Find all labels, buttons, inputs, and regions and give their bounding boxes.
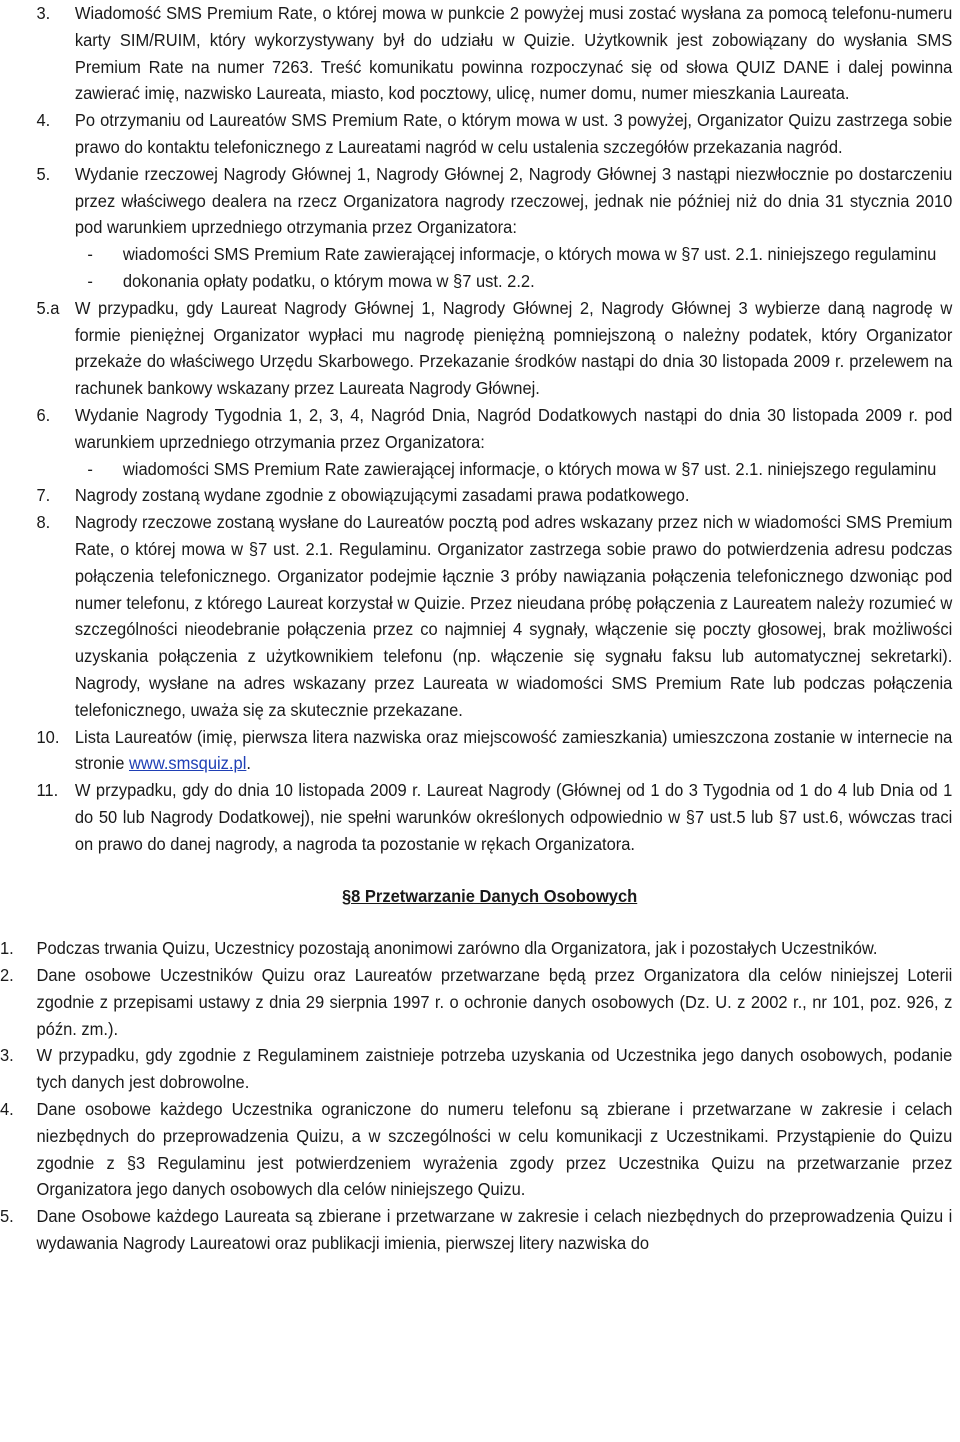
- clause-text: Dane Osobowe każdego Laureata są zbierane i przetwarzane w zakresie i celach niezbędnych do przeprowadzenia Quizu i wydawania Nagrody Laureatowi oraz publikacji imienia, pierwszej litery nazwiska do: [36, 1206, 953, 1254]
- data-clause-2: [0, 962, 952, 1042]
- clause-number: 5.a: [36, 297, 60, 318]
- clause-text: Nagrody rzeczowe zostaną wysłane do Laureatów pocztą pod adres wskazany przez nich w wiadomości SMS Premium Rate, o której mowa w §7 ust. 2.1. Regulaminu. Organizator zastrzega sobie prawo do potwierdzenia adresu podczas połączenia telefonicznego. Organizator podejmie łącznie 3 próby nawiązania połączenia telefonicznego dzwoniąc pod numer telefonu, z którego Laureat korzystał w Quizie. Przez nieudana próbę połączenia z Laureatem należy rozumieć w szczególności nieodebranie połączenia przez co najmniej 4 sygnały, włączenie się poczty głosowej, brak możliwości uzyskania połączenia z użytkownikiem telefonu (np. włączenie się sygnału faksu lub automatycznej sekretarki). Nagrody, wysłane na adres wskazany przez Laureata w wiadomości SMS Premium Rate lub podczas połączenia telefonicznego, uważa się za skutecznie przekazane.: [74, 512, 953, 720]
- sub-item-text: dokonania opłaty podatku, o którym mowa w §7 ust. 2.2.: [122, 270, 535, 291]
- clause-text: W przypadku, gdy do dnia 10 listopada 2009 r. Laureat Nagrody (Głównej od 1 do 3 Tygodnia od 1 do 4 lub Dnia od 1 do 50 lub Nagrody Dodatkowej), nie spełni warunków określonych odpowiednio w §7 ust.5 lub §7 ust.6, wówczas traci on prawo do danej nagrody, a nagroda ta pozostanie w rękach Organizatora.: [74, 780, 953, 854]
- data-clause-5: [0, 1203, 952, 1257]
- clause-text: Dane osobowe każdego Uczestnika ograniczone do numeru telefonu są zbierane i przetwarzane w zakresie i celach niezbędnych do przeprowadzenia Quizu, a w szczególności w celu komunikacji z Uczestnikami. Przystąpienie do Quizu zgodnie z §3 Regulaminu jest potwierdzeniem wyrażenia zgody przez Uczestnika Quizu na przetwarzanie przez Organizatora jego danych osobowych dla celów niniejszego Quizu.: [36, 1099, 953, 1200]
- clause-number: 3.: [0, 1045, 14, 1066]
- dash-marker: -: [87, 458, 93, 479]
- clause-text-end: .: [246, 753, 251, 774]
- sub-item: [75, 456, 952, 483]
- clause-number: 11.: [36, 780, 59, 801]
- smsquiz-link[interactable]: www.smsquiz.pl: [129, 753, 247, 774]
- clause-number: 8.: [36, 512, 51, 533]
- data-clause-1: [0, 935, 952, 962]
- sub-item: [75, 241, 952, 268]
- clause-3: [0, 0, 952, 107]
- clause-text: Dane osobowe Uczestników Quizu oraz Laureatów przetwarzane będą przez Organizatora dla celów niniejszej Loterii zgodnie z przepisami ustawy z dnia 29 sierpnia 1997 r. o ochronie danych osobowych (Dz. U. z 2002 r., nr 101, poz. 926, z późn. zm.).: [36, 965, 953, 1039]
- clause-number: 2.: [0, 965, 14, 986]
- clause-8: [0, 509, 952, 723]
- clause-text: Wydanie rzeczowej Nagrody Głównej 1, Nagrody Głównej 2, Nagrody Głównej 3 nastąpi niezwłocznie po dostarczeniu przez właściwego dealera na rzecz Organizatora nagrody rzeczowej, jednak nie później niż do dnia 31 stycznia 2010 pod warunkiem uprzedniego otrzymania przez Organizatora:: [74, 163, 953, 238]
- clause-text: Podczas trwania Quizu, Uczestnicy pozostają anonimowi zarówno dla Organizatora, jak i pozostałych Uczestników.: [36, 938, 878, 959]
- data-clause-4: [0, 1096, 952, 1203]
- personal-data-section: [0, 935, 952, 1257]
- clause-text: Po otrzymaniu od Laureatów SMS Premium Rate, o którym mowa w ust. 3 powyżej, Organizator Quizu zastrzega sobie prawo do kontaktu telefonicznego z Laureatami nagród w celu ustalenia szczegółów przekazania nagród.: [74, 110, 953, 157]
- clause-number: 4.: [0, 1099, 14, 1120]
- clause-7: [0, 482, 952, 509]
- section-heading: §8 Przetwarzanie Danych Osobowych: [341, 885, 638, 906]
- clause-text: W przypadku, gdy zgodnie z Regulaminem zaistnieje potrzeba uzyskania od Uczestnika jego danych osobowych, podanie tych danych jest dobrowolne.: [36, 1045, 953, 1093]
- dash-marker: -: [87, 244, 93, 265]
- clause-text: Nagrody zostaną wydane zgodnie z obowiązującymi zasadami prawa podatkowego.: [74, 485, 690, 506]
- sub-item-text: wiadomości SMS Premium Rate zawierającej informacje, o których mowa w §7 ust. 2.1. niniejszego regulaminu: [122, 244, 937, 265]
- clause-number: 1.: [0, 938, 14, 959]
- clause-text: W przypadku, gdy Laureat Nagrody Głównej 1, Nagrody Głównej 2, Nagrody Głównej 3 wybierze daną nagrodę w formie pieniężnej Organizator wypłaci mu nagrodę pieniężną pomniejszoną o należny podatek, który Organizator przekaże do właściwego Urzędu Skarbowego. Przekazanie środków nastąpi do dnia 30 listopada 2009 r. przelewem na rachunek bankowy wskazany przez Laureata Nagrody Głównej.: [74, 297, 953, 399]
- clause-5a: [0, 295, 952, 402]
- clause-number: 5.: [36, 163, 51, 184]
- sub-item: [75, 268, 952, 295]
- clause-text: Lista Laureatów (imię, pierwsza litera nazwiska oraz miejscowość zamieszkania) umieszczona zostanie w internecie na stronie: [74, 726, 953, 774]
- clause-number: 10.: [36, 726, 60, 747]
- clause-number: 5.: [0, 1206, 14, 1227]
- clause-number: 6.: [36, 404, 51, 425]
- clause-10: [0, 724, 952, 778]
- clause-6: [0, 402, 952, 482]
- clause-number: 3.: [36, 3, 51, 23]
- clause-text: Wydanie Nagrody Tygodnia 1, 2, 3, 4, Nagród Dnia, Nagród Dodatkowych nastąpi do dnia 30 listopada 2009 r. pod warunkiem uprzedniego otrzymania przez Organizatora:: [74, 404, 953, 452]
- sub-item-text: wiadomości SMS Premium Rate zawierającej informacje, o których mowa w §7 ust. 2.1. niniejszego regulaminu: [122, 458, 937, 479]
- clause-4: [0, 107, 952, 161]
- dash-marker: -: [87, 270, 93, 291]
- clause-5: [0, 161, 952, 295]
- clause-text: Wiadomość SMS Premium Rate, o której mowa w punkcie 2 powyżej musi zostać wysłana za pomocą telefonu-numeru karty SIM/RUIM, który wykorzystywany był do udziału w Quizie. Użytkownik jest zobowiązany do wysłania SMS Premium Rate na numer 7263. Treść komunikatu powinna rozpoczynać się od słowa QUIZ DANE i dalej powinna zawierać imię, nazwisko Laureata, miasto, kod pocztowy, ulicę, numer domu, numer mieszkania Laureata.: [74, 3, 953, 104]
- clause-number: 4.: [36, 110, 51, 131]
- clause-11: [0, 777, 952, 857]
- data-clause-3: [0, 1042, 952, 1096]
- clause-number: 7.: [36, 485, 51, 506]
